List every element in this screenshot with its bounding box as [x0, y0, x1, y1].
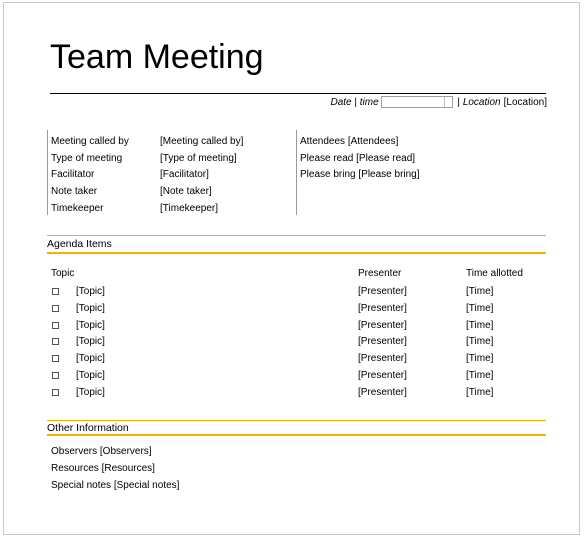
observers-line[interactable]: Observers [Observers] [51, 446, 152, 457]
checkbox[interactable] [52, 372, 59, 379]
detail-value[interactable]: [Meeting called by] [160, 136, 244, 147]
checkbox[interactable] [52, 288, 59, 295]
detail-value[interactable]: [Note taker] [160, 186, 212, 197]
checkbox[interactable] [52, 338, 59, 345]
agenda-row [0, 320, 585, 334]
detail-value[interactable]: [Type of meeting] [160, 153, 237, 164]
agenda-row [0, 370, 585, 384]
agenda-presenter[interactable]: [Presenter] [358, 386, 407, 398]
agenda-rule-bottom [47, 252, 546, 254]
column-presenter: Presenter [358, 268, 402, 279]
detail-label: Timekeeper [51, 203, 104, 214]
page-title: Team Meeting [50, 38, 264, 76]
agenda-rule-top [47, 235, 546, 236]
checkbox[interactable] [52, 389, 59, 396]
date-label: Date [330, 96, 352, 108]
agenda-heading: Agenda Items [47, 238, 112, 250]
agenda-presenter[interactable]: [Presenter] [358, 319, 407, 331]
checkbox[interactable] [52, 322, 59, 329]
agenda-topic[interactable]: [Topic] [76, 319, 105, 331]
agenda-row [0, 286, 585, 300]
agenda-time[interactable]: [Time] [466, 336, 494, 348]
column-topic: Topic [51, 268, 75, 279]
agenda-topic[interactable]: [Topic] [76, 336, 105, 348]
agenda-presenter[interactable]: [Presenter] [358, 336, 407, 348]
other-rule-top [47, 420, 546, 421]
spin-button-icon[interactable] [444, 97, 452, 107]
column-time-allotted: Time allotted [466, 268, 523, 279]
date-time-field[interactable] [381, 96, 453, 108]
location-separator: | [454, 96, 463, 108]
date-time-location-row [330, 96, 547, 108]
detail-label: Type of meeting [51, 153, 123, 164]
agenda-topic[interactable]: [Topic] [76, 386, 105, 398]
agenda-presenter[interactable]: [Presenter] [358, 302, 407, 314]
agenda-presenter[interactable]: [Presenter] [358, 286, 407, 297]
checkbox[interactable] [52, 355, 59, 362]
detail-label: Facilitator [51, 169, 95, 180]
detail-value[interactable]: [Facilitator] [160, 169, 209, 180]
agenda-row [0, 303, 585, 317]
other-rule-bottom [47, 434, 546, 436]
location-label: Location [462, 96, 501, 108]
agenda-topic[interactable]: [Topic] [76, 353, 105, 365]
other-heading: Other Information [47, 422, 129, 434]
agenda-time[interactable]: [Time] [466, 319, 494, 331]
agenda-presenter[interactable]: [Presenter] [358, 353, 407, 365]
agenda-time[interactable]: [Time] [466, 302, 494, 314]
agenda-row [0, 387, 585, 401]
special-notes-line[interactable]: Special notes [Special notes] [51, 480, 180, 491]
resources-line[interactable]: Resources [Resources] [51, 463, 155, 474]
title-divider [50, 93, 546, 94]
detail-label: Note taker [51, 186, 98, 197]
please-read-line[interactable]: Please read [Please read] [300, 153, 416, 164]
agenda-topic[interactable]: [Topic] [76, 370, 105, 381]
agenda-time[interactable]: [Time] [466, 386, 494, 398]
agenda-time[interactable]: [Time] [466, 370, 494, 381]
attendees-line[interactable]: Attendees [Attendees] [300, 136, 399, 147]
agenda-row [0, 353, 585, 367]
agenda-presenter[interactable]: [Presenter] [358, 370, 407, 381]
time-label: time [359, 96, 379, 108]
agenda-topic[interactable]: [Topic] [76, 302, 105, 314]
agenda-row [0, 336, 585, 350]
agenda-time[interactable]: [Time] [466, 353, 494, 365]
date-separator: | [351, 96, 360, 108]
location-value[interactable]: [Location] [503, 96, 547, 108]
please-bring-line[interactable]: Please bring [Please bring] [300, 169, 420, 180]
detail-label: Meeting called by [51, 136, 129, 147]
agenda-topic[interactable]: [Topic] [76, 286, 105, 297]
agenda-time[interactable]: [Time] [466, 286, 494, 297]
checkbox[interactable] [52, 305, 59, 312]
detail-value[interactable]: [Timekeeper] [160, 203, 218, 214]
